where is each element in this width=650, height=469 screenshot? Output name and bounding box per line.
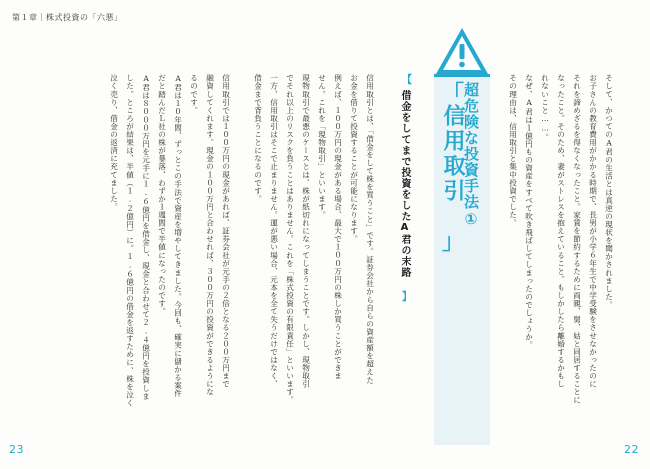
text-column: 現物取引で最悪のケースとは、株が紙切れになってしまうことです。しかし、現物取引 [301,74,311,388]
text-column: お金を借りて投資することが可能になります。 [349,74,359,244]
text-column: 信用取引とは、「借金をして株を買うこと」です。証券会社から自らの資産額を超えた [365,74,375,385]
subtitle-close-bracket: 】 [402,292,412,303]
page-number-left: 23 [9,443,24,456]
text-column: 信用取引では１００万円の現金があれば、証券会社が元手の２倍となる２００万円まで [221,74,231,388]
title-open-bracket: 「 [442,82,465,107]
text-column: でそれ以上のリスクを負うことはありません。これを「株式投資の有限責任」といいます。 [285,74,295,405]
text-column: なったこと。そのため、妻がストレスを抱えていること。もしかしたら離婚するかもし [556,74,566,388]
text-column: 泣く売り、借金の返済に充てました。 [109,74,119,211]
title-close-bracket: 」 [442,230,465,255]
text-column: なぜ、A君は１億円もの資産をすべて吹き飛ばしてしまったのでしょうか。 [524,74,534,350]
warning-icon [434,26,490,76]
text-column: 一方、信用取引はそこで止まりません。運が悪い場合、元本を全て失うだけではなく、 [269,74,279,388]
chapter-title: 信用取引 [440,104,465,204]
heading-kicker: 超危険な投資手法① [462,82,480,229]
page-number-right: 22 [624,443,639,456]
text-column: だと踏んだＬ社の株が暴落、わずか１週間で半値になったのです。 [157,74,167,316]
text-column: A君は１０年間、ずっとこの手法で資産を増やしてきました。今回も、確実に儲かる案件 [173,74,183,398]
subtitle: 借金をしてまで投資をしたA君の末路 [399,90,410,278]
subtitle-open-bracket: 【 [402,75,412,86]
running-head: 第１章｜株式投資の「六悪」 [12,13,123,22]
text-column: した。ところが結果は、半値（１.２億円）に。１.６億円の借金を返すために、株を泣く [125,74,135,407]
text-column: お子さんの教育費用がかかる時期で、長男が小学６年生で中学受験をさせなかったのに [588,74,598,388]
text-column: るのです。 [189,74,199,115]
text-column: 借金まで背負うことになるのです。 [253,74,263,203]
text-column: 融資してくれます。現金の１００万円と合わせれば、３００万円の投資ができるようにな [205,74,215,396]
text-column: A君は８０００万円を元手に１.６億円を借金し、現金と合わせて２.４億円を投資しま [141,74,151,401]
text-column: そして、かつてのA君の生活とは真逆の現状を聞かされました。 [604,74,614,309]
text-column: せん。これを「現物取引」といいます。 [317,74,327,219]
text-column: れないこと……。 [540,74,550,142]
text-column: 例えば、１００万円の現金がある場合、最大で１００万円の株しか買うことができま [333,74,343,380]
text-column: その理由は、信用取引と集中投資でした。 [508,74,518,227]
text-column: それを諦めざるを得なくなったこと。家賃を節約するために両親、舅、姑と同居することに [572,74,582,405]
